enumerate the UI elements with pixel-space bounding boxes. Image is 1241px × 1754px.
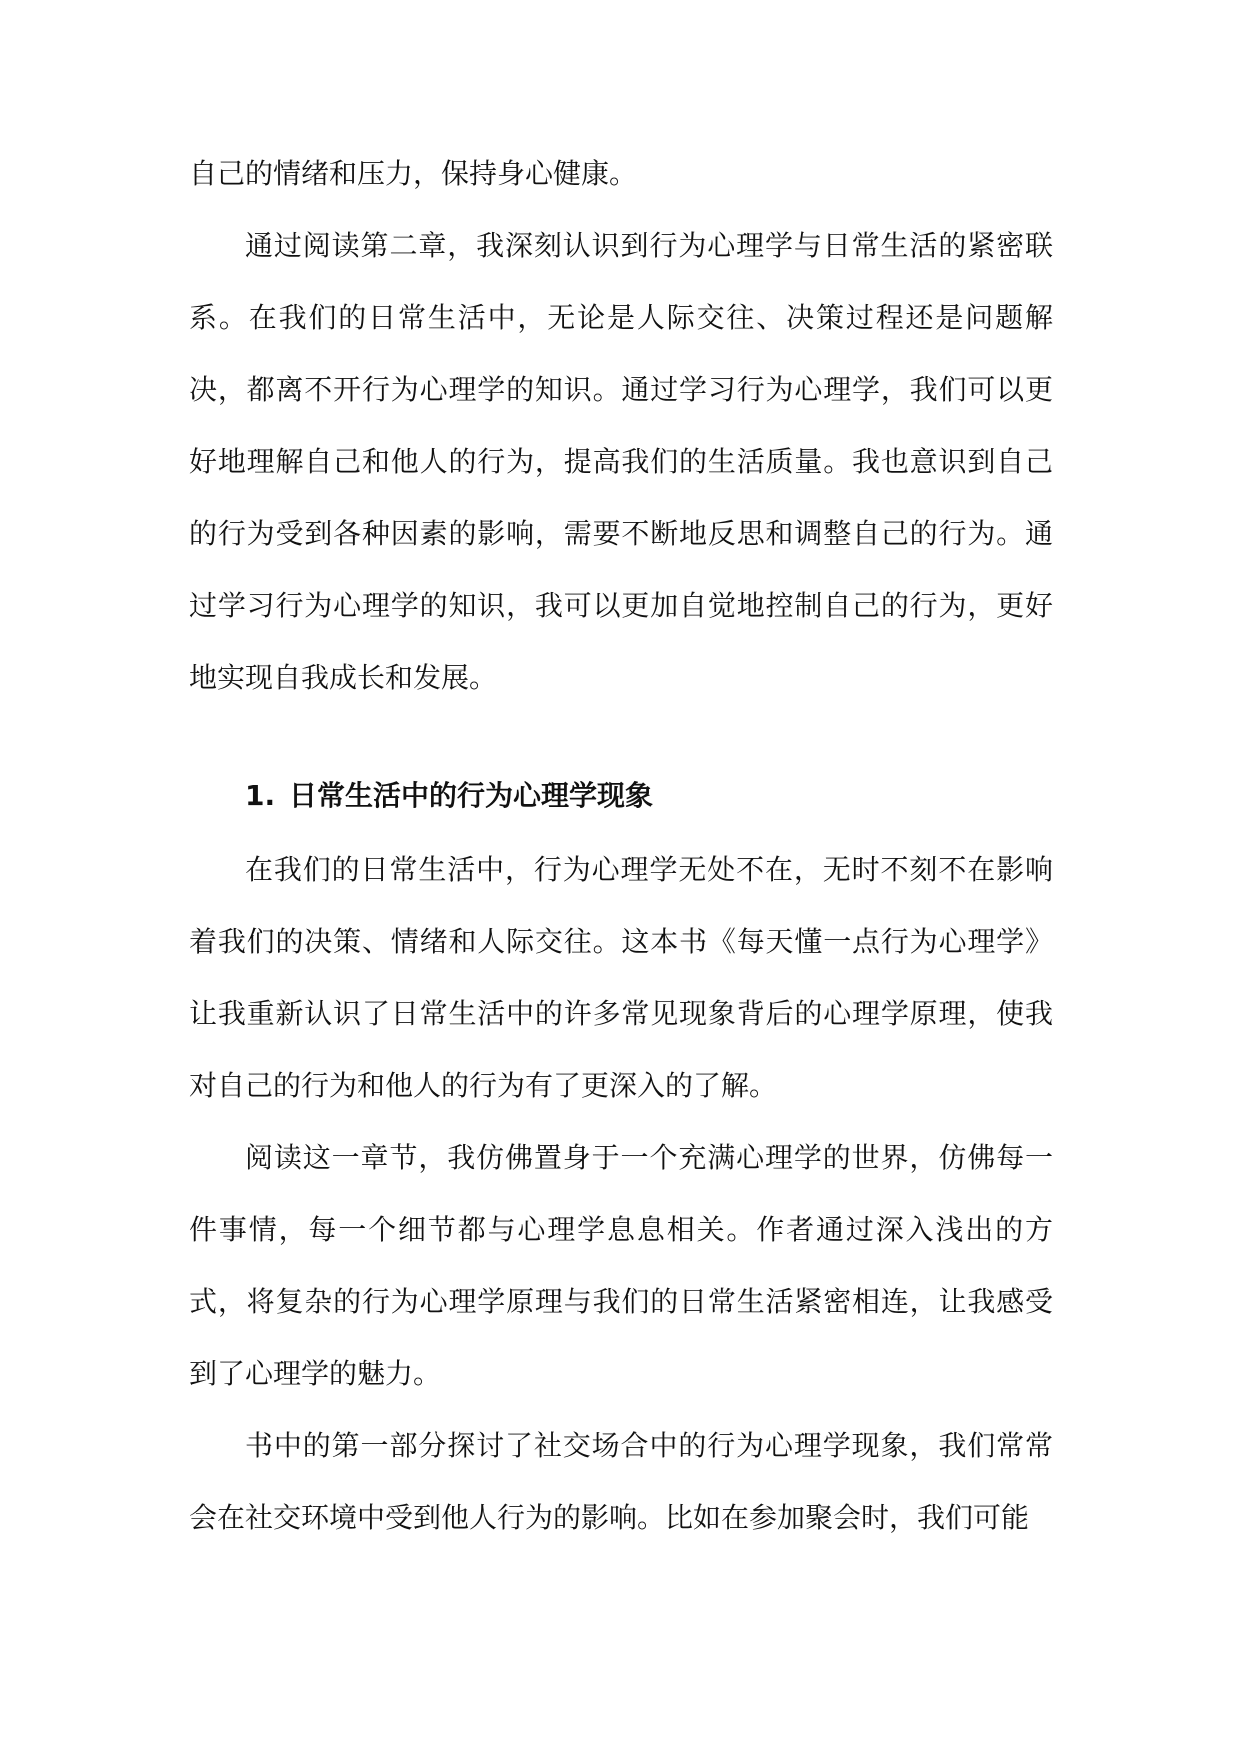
paragraph-chapter-two-reflection: 通过阅读第二章，我深刻认识到行为心理学与日常生活的紧密联系。在我们的日常生活中，无论是人际交往、决策过程还是问题解决，都离不开行为心理学的知识。通过学习行为心理学，我们可以更好地理解自己和他人的行为，提高我们的生活质量。我也意识到自己的行为受到各种因素的影响，需要不断地反思和调整自己的行为。通过学习行为心理学的知识，我可以更加自觉地控制自己的行为，更好地实现自我成长和发展。: [189, 229, 1053, 694]
paragraph-social-situations: 书中的第一部分探讨了社交场合中的行为心理学现象，我们常常会在社交环境中受到他人行为的影响。比如在参加聚会时，我们可能: [189, 1429, 1053, 1534]
paragraph-chapter-impression: 阅读这一章节，我仿佛置身于一个充满心理学的世界，仿佛每一件事情，每一个细节都与心理学息息相关。作者通过深入浅出的方式，将复杂的行为心理学原理与我们的日常生活紧密相连，让我感受到了心理学的魅力。: [189, 1141, 1053, 1390]
paragraph-continuation: 自己的情绪和压力，保持身心健康。: [189, 157, 638, 190]
paragraph-everyday-psychology: 在我们的日常生活中，行为心理学无处不在，无时不刻不在影响着我们的决策、情绪和人际交往。这本书《每天懂一点行为心理学》让我重新认识了日常生活中的许多常见现象背后的心理学原理，使我对自己的行为和他人的行为有了更深入的了解。: [189, 853, 1053, 1102]
document-body: [189, 138, 1053, 1554]
section-title: 日常生活中的行为心理学现象: [289, 779, 654, 812]
section-number: 1.: [245, 779, 276, 812]
section-heading: [189, 714, 1053, 834]
